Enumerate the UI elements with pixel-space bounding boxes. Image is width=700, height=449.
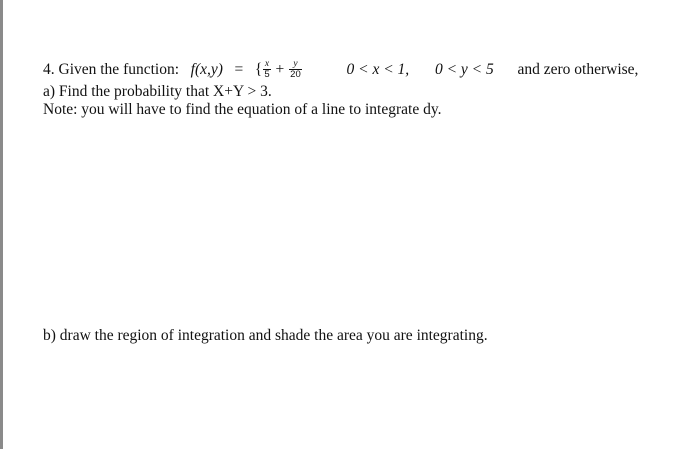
- otherwise-text: and zero otherwise,: [517, 61, 639, 79]
- domain-x-condition: 0 < x < 1,: [346, 61, 410, 79]
- fraction-y-denominator: 20: [290, 69, 301, 80]
- part-b-question: b) draw the region of integration and shade the area you are integrating.: [43, 327, 488, 344]
- equals-sign: =: [234, 61, 244, 79]
- function-lhs: f(x,y): [190, 61, 223, 79]
- fraction-y-over-20: [289, 59, 302, 80]
- part-a-note: Note: you will have to find the equation of a line to integrate dy.: [43, 101, 442, 118]
- left-page-border: [0, 0, 3, 449]
- left-brace: {: [254, 61, 263, 79]
- fraction-x-numerator: x: [264, 59, 270, 69]
- domain-y-condition: 0 < y < 5: [434, 61, 494, 79]
- problem-number-label: 4. Given the function:: [43, 61, 180, 79]
- part-a-question: a) Find the probability that X+Y > 3.: [43, 83, 272, 100]
- fraction-x-over-5: [263, 59, 270, 80]
- problem-statement-line: [43, 60, 638, 81]
- plus-sign: +: [275, 61, 285, 79]
- fraction-x-denominator: 5: [264, 69, 270, 80]
- fraction-y-numerator: y: [289, 59, 302, 70]
